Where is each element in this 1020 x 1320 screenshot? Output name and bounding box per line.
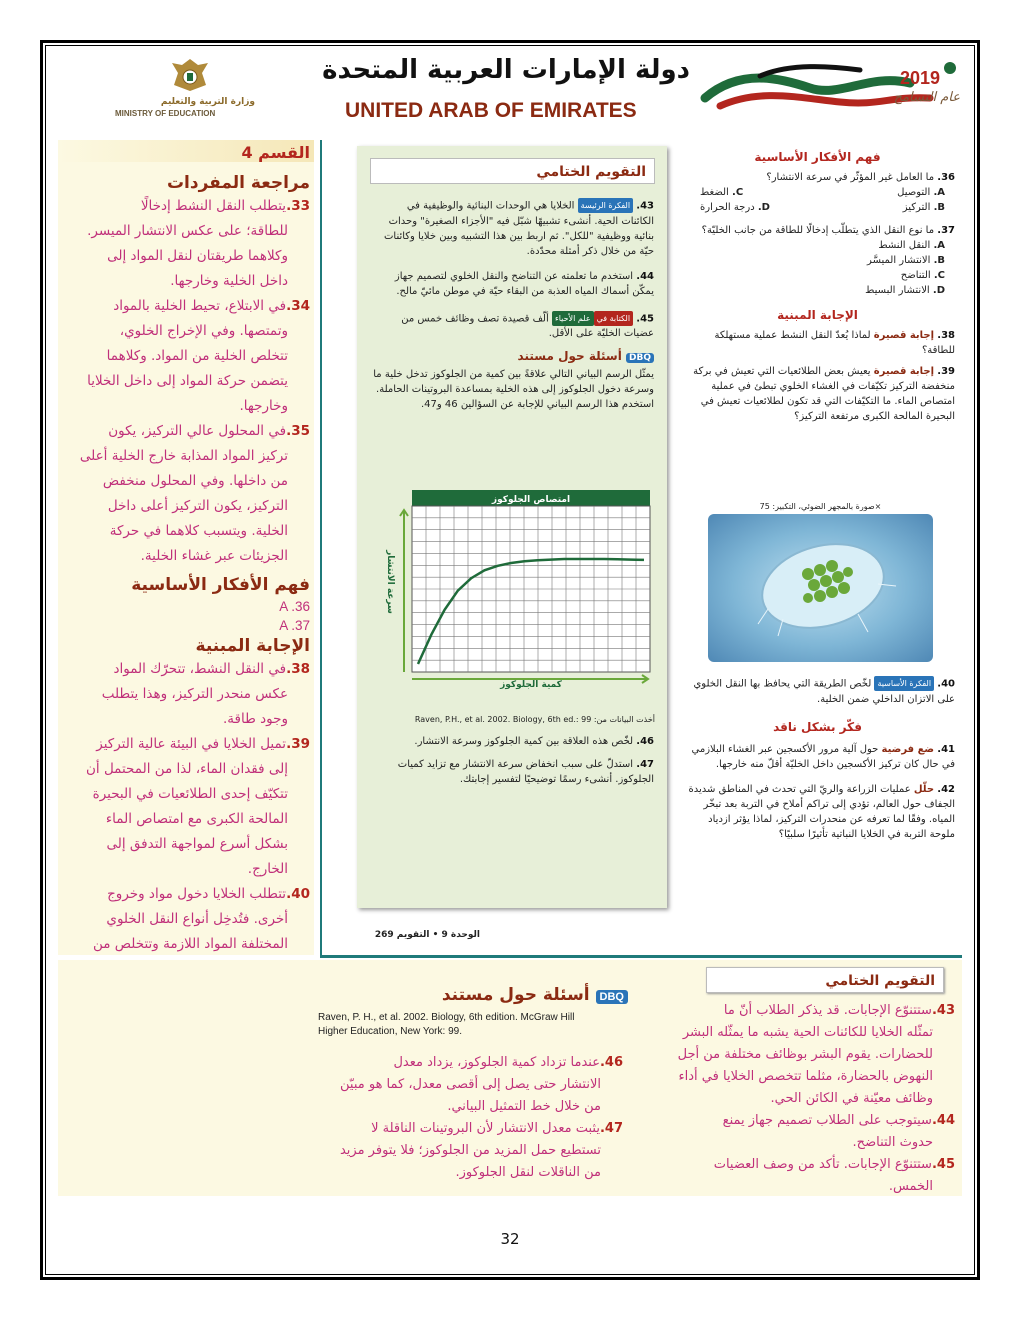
dbq-source-2: Higher Education, New York: 99. [318,1026,462,1037]
book-footer: الوحدة 9 • التقويم 269 [374,930,480,940]
a43-line: النهوض بالحضارة، مثلما تتخصص الخلايا في أداء [678,1069,933,1084]
dbq-icon: DBQ [626,353,654,363]
mid-questions [372,198,654,412]
mid-questions-2 [372,734,654,787]
a33-line: وكلاهما طريقتان لنقل المواد إلى [107,248,288,264]
book-divider-horizontal [320,955,962,958]
q39: 39. إجابة قصيرة يعيش بعض الطلائعيات التي تعيش في بركة منخفضة التركيز تكيّفات في الغشاء الخلوي تبطئ في عملية امتصاص الماء. ما التكيّفات التي قد تكون لطلائعيات تعيش في البحيرة المالحة الكبرى مرتفعة التركيز؟ [693,366,955,422]
a33-line: للطاقة؛ على عكس الانتشار الميسر. [87,223,288,239]
chart-y-axis-arrow [400,510,408,672]
image-caption: صورة بالمجهر الضوئي، التكبير: 75× [759,502,882,511]
dbq-intro: يمثّل الرسم البياني التالي علاقةً بين كمية من الجلوكوز تدخل خلية ما وسرعة دخول الجلوكوز إلى هذه الخلية بمساعدة البروتينات الحاملة. استخدم هذا الرسم البياني للإجابة عن السؤالين 46 و47. [373,369,654,410]
answer-key-bottom-left [318,985,628,1039]
a39-line: بشكل أسرع لمواجهة التدفق إلى [106,836,288,852]
chart-ylabel: سرعة الانتشار [385,550,395,614]
answer-key-bottom-right [630,1000,955,1198]
summative-heading-key: التقويم الختامي [706,967,944,993]
chart-title: امتصاص الجلوكوز [491,495,571,505]
a40-line: أخرى. فتُدخِل أنواع النقل الخلوي [106,911,288,927]
q45: 45. الكتابة فيعلم الأحياء ألّف قصيدة تصف وظائف خمس من عضيات الخليّة على الأقل. [372,311,654,342]
a34-line: وخارجها. [239,398,288,414]
q37-d: D. الانتشار البسيط [865,285,945,296]
tolerance-logo [700,58,965,118]
chart-svg [372,482,652,697]
q36: 36. ما العامل غير المؤثّر في سرعة الانتشار؟ [766,172,955,183]
a38-line: عكس منحدر التركيز، وهذا يتطلب [101,686,288,702]
answer-key-bottom-mid [318,1052,623,1184]
chart-source: أخذت البيانات من: Raven, P.H., et al. 2002. Biology, 6th ed.: 99 [414,715,655,724]
a43-line: وظائف معيّنة في الكائن الحي. [770,1091,933,1106]
q37-b: B. الانتشار الميسَّر [867,255,945,266]
q44: 44. استخدم ما تعلمته عن التناضح والنقل الخلوي لتصميم جهاز يمكّن أسماك المياه العذبة من البقاء حيّة في موطن مائيّ مالح. [394,270,654,297]
emblem-icon [168,55,212,99]
summative-heading: التقويم الختامي [370,158,655,184]
a35-line: الخلية. ويتسبب كلاهما في حركة [109,523,288,539]
a35-line: الجزيئات عبر غشاء الخلية. [140,548,288,564]
constructed-heading-key: الإجابة المبنية [195,636,310,656]
a34-line: تتخلص الخلية من المواد. وكلاهما [106,348,288,364]
q41: 41. ضع فرضية حول آلية مرور الأكسجين عبر الغشاء البلازمي في حال كان تركيز الأكسجين داخل الخليّة أقلّ منه خارجها. [691,744,955,770]
a46: 46.عندما تزداد كمية الجلوكوز، يزداد معدل [393,1055,623,1070]
glucose-chart [372,482,652,697]
dbq-icon: DBQ [596,990,628,1004]
dbq-heading: DBQ أسئلة حول مستند [372,349,654,363]
section-label: القسم 4 [241,143,310,162]
a43: 43.ستتنوّع الإجابات. قد يذكر الطلاب أنّ ما [723,1003,955,1018]
book-divider-vertical [320,140,322,955]
q36-options-row1: A. التوصيل C. الضغط [700,187,945,198]
dbq-heading-key: DBQ أسئلة حول مستند [318,985,628,1005]
dbq-source-1: Raven, P. H., et al. 2002. Biology, 6th edition. McGraw Hill [318,1012,575,1023]
a47-line: من الناقلات لنقل الجلوكوز. [455,1165,601,1180]
q37-a: A. النقل النشط [878,240,945,251]
header-title-en: UNITED ARAB OF EMIRATES [345,99,637,122]
a33-line: داخل الخلية وخارجها. [170,273,288,289]
year-label: 2019 [900,68,941,88]
a39-line: تتكيّف إحدى الطلائعيات في البحيرة [92,786,288,802]
a39-line: الخارج. [247,861,288,877]
a46-line: الانتشار حتى يصل إلى أقصى معدل، كما هو مبيّن [340,1077,601,1092]
q43: 43. الفكرة الرئيسة الخلايا هي الوحدات البنائية والوظيفية في الكائنات الحية. أنشىء تشبيهًا شبّل فيه "الأجزاء الصغيرة" وحدات بنائية ووظيفية "للكل". ثم اربط بين هذا التشبيه وبين خلايا وكائنات حيّة من خلال ذكر أمثلة محدّدة. [372,198,654,259]
a35-line: تركيز المواد المذابة خارج الخلية أعلى [79,448,288,464]
a45: 45.ستتنوّع الإجابات. تأكد من وصف العضيات [713,1157,955,1172]
a45-line: الخمس. [888,1179,933,1194]
core-heading: فهم الأفكار الأساسية [131,575,310,595]
ministry-ar: وزارة التربية والتعليم [160,97,255,107]
header-title-ar: دولة الإمارات العربية المتحدة [322,55,690,85]
core-ideas-heading: فهم الأفكار الأساسية [754,150,881,164]
constructed-heading: الإجابة المبنية [777,308,858,322]
book-critical-section [680,720,955,842]
a43-line: تمثّله الخلايا للكائنات الحية يشبه ما يمثّله البشر [682,1025,933,1040]
a44-line: حدوث التناضح. [852,1135,933,1150]
a38-line: وجود طاقة. [223,711,288,727]
q36-options-row2: B. التركيز D. درجة الحرارة [700,202,945,213]
a33: 33.يتطلب النقل النشط إدخالًا [140,198,310,214]
a47: 47.يثبت معدل الانتشار لأن البروتينات الناقلة لا [371,1121,623,1136]
a39: 39.تميل الخلايا في البيئة عالية التركيز [96,736,310,752]
a39-line: المالحة الكبرى مع امتصاص الماء [105,811,288,827]
q37: 37. ما نوع النقل الذي يتطلّب إدخالًا للطاقة من جانب الخليّة؟ [701,225,955,236]
q42: 42. حلّل عمليات الزراعة والريّ التي تحدث في المناطق شديدة الجفاف حول العالم، تؤدي إلى تراكم أملاح في التربة بعد تبخّر المياه. وفقًا لما تعرفه عن منحدرات التركيز، لماذا يؤثر ازدياد ملوحة التربة في الخلايا النباتية تأثيرًا سلبيًا؟ [688,784,955,840]
q46: 46. لخّص هذه العلاقة بين كمية الجلوكوز وسرعة الانتشار. [414,736,654,747]
a35: 35.في المحلول عالي التركيز، يكون [108,423,310,439]
q37-c: C. التناضح [900,270,945,281]
a43-line: للحضارات. يقوم البشر بوظائف مختلفة من أجل [677,1047,933,1062]
critical-heading: فكّر بشكل ناقد [773,720,862,734]
a35-line: من داخلها. وفي المحلول منخفض [102,473,288,489]
a40: 40.تتطلب الخلايا دخول مواد وخروج [107,886,310,902]
vocab-heading: مراجعة المفردات [166,173,310,193]
page-number: 32 [500,1230,520,1248]
q38: 38. إجابة قصيرة لماذا يُعدّ النقل النشط عملية مستهلكة للطاقة؟ [714,330,955,356]
q47: 47. استدلّ على سبب انخفاض سرعة الانتشار مع تزايد كميات الجلوكوز. أنشىء رسمًا توضيحيًا لتفسير إجابتك. [397,759,654,785]
microscope-image [708,514,933,662]
a47-line: تستطيع حمل المزيد من الجلوكوز؛ فلا يتوفر مزيد [339,1143,601,1158]
q40: 40. الفكرة الأساسية لخّص الطريقة التي يحافظ بها النقل الخلوي على الاتزان الداخلي ضمن الخلية. [680,676,955,707]
a38: 38.في النقل النشط، تتحرّك المواد [113,661,310,677]
book-right-column [680,150,955,424]
ministry-logo [115,55,265,120]
a46-line: من خلال خط التمثيل البياني. [447,1099,601,1114]
a36: A .36 [279,599,310,614]
ministry-en: MINISTRY OF EDUCATION [115,109,216,118]
a37: A .37 [279,618,310,633]
a35-line: التركيز، يكون التركيز أعلى داخل [107,498,288,514]
a40-line: المختلفة المواد اللازمة وتتخلص من [92,936,288,952]
a34-line: يتضمن حركة المواد إلى داخل الخلايا [87,373,288,389]
a34: 34.في الابتلاع، تحيط الخلية بالمواد [113,298,310,314]
a44: 44.سيتوجب على الطلاب تصميم جهاز يمنع [722,1113,955,1128]
chart-xlabel: كمية الجلوكوز [500,680,562,690]
a34-line: وتمتصها. وفي الإخراج الخلوي، [119,323,288,339]
a39-line: إلى فقدان الماء، لذا من المحتمل أن [86,761,288,777]
tolerance-label: عام التسامح [893,90,960,105]
